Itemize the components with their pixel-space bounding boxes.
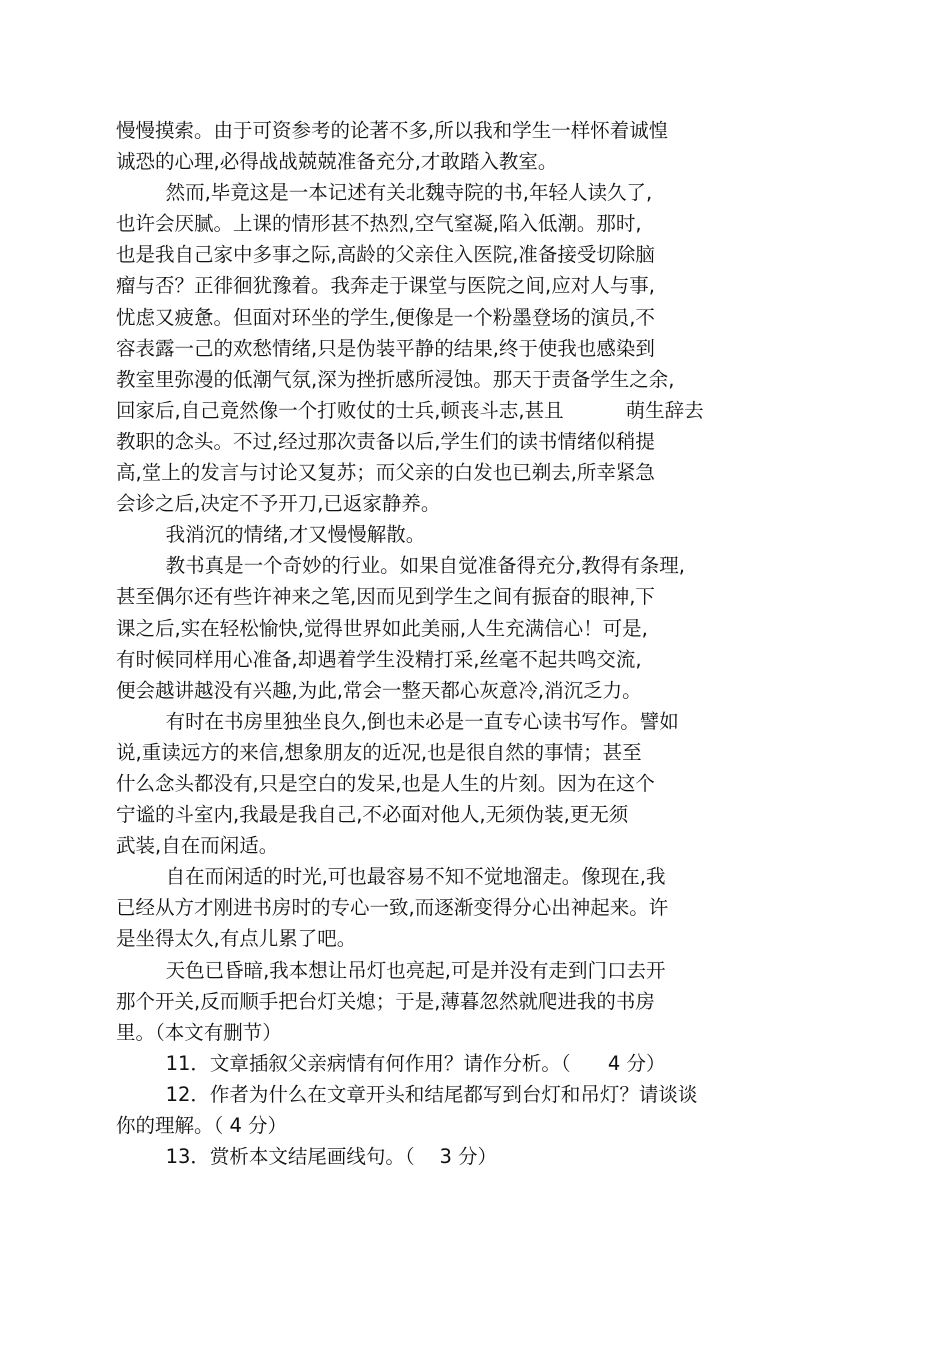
text-line: 有时候同样用心准备,却遇着学生没精打采,丝毫不起共鸣交流, <box>116 647 642 671</box>
question-11: 11．文章插叙父亲病情有何作用？请作分析。（ 4 分） <box>116 1051 666 1075</box>
text-line: 什么念头都没有,只是空白的发呆,也是人生的片刻。因为在这个 <box>116 771 655 795</box>
question-12-continued: 你的理解。（ 4 分） <box>116 1114 288 1137</box>
text-line: 里。（本文有删节） <box>116 1020 282 1044</box>
question-12: 12．作者为什么在文章开头和结尾都写到台灯和吊灯？请谈谈 <box>116 1082 698 1106</box>
text-line: 教书真是一个奇妙的行业。如果自觉准备得充分,教得有条理, <box>116 554 685 578</box>
text-line: 诚恐的心理,必得战战兢兢准备充分,才敢踏入教室。 <box>116 150 558 174</box>
text-line: 天色已昏暗,我本想让吊灯也亮起,可是并没有走到门口去开 <box>116 958 666 982</box>
text-line: 教室里弥漫的低潮气氛,深为挫折感所浸蚀。那天于责备学生之余, <box>116 367 675 391</box>
text-line: 容表露一己的欢愁情绪,只是伪装平静的结果,终于使我也感染到 <box>116 336 655 360</box>
text-line: 然而,毕竟这是一本记述有关北魏寺院的书,年轻人读久了, <box>116 181 653 205</box>
text-line: 是坐得太久,有点儿累了吧。 <box>116 927 357 951</box>
text-line: 慢慢摸索。由于可资参考的论著不多,所以我和学生一样怀着诚惶 <box>116 119 669 142</box>
text-line: 也许会厌腻。上课的情形甚不热烈,空气窒凝,陷入低潮。那时, <box>116 212 642 236</box>
text-line: 自在而闲适的时光,可也最容易不知不觉地溜走。像现在,我 <box>116 865 666 889</box>
text-line: 回家后,自己竟然像一个打败仗的士兵,顿丧斗志,甚且 萌生辞去 <box>116 398 704 422</box>
text-line: 教职的念头。不过,经过那次责备以后,学生们的读书情绪似稍提 <box>116 429 655 453</box>
question-13: 13．赏析本文结尾画线句。（ 3 分） <box>116 1145 498 1169</box>
text-line: 武装,自在而闲适。 <box>116 834 279 858</box>
text-line: 甚至偶尔还有些许神来之笔,因而见到学生之间有振奋的眼神,下 <box>116 585 655 609</box>
text-line: 课之后,实在轻松愉快,觉得世界如此美丽,人生充满信心！可是, <box>116 616 648 640</box>
text-line: 高,堂上的发言与讨论又复苏；而父亲的白发也已剃去,所幸紧急 <box>116 461 655 485</box>
text-line: 瘤与否？正徘徊犹豫着。我奔走于课堂与医院之间,应对人与事, <box>116 274 655 298</box>
text-line: 忧虑又疲惫。但面对环坐的学生,便像是一个粉墨登场的演员,不 <box>116 305 655 329</box>
text-line: 我消沉的情绪,才又慢慢解散。 <box>116 523 426 547</box>
text-line: 已经从方才刚进书房时的专心一致,而逐渐变得分心出神起来。许 <box>116 896 669 920</box>
text-line: 便会越讲越没有兴趣,为此,常会一整天都心灰意冷,消沉乏力。 <box>116 678 642 702</box>
text-line: 说,重读远方的来信,想象朋友的近况,也是很自然的事情；甚至 <box>116 740 642 764</box>
text-line: 宁谧的斗室内,我最是我自己,不必面对他人,无须伪装,更无须 <box>116 803 629 827</box>
text-line: 那个开关,反而顺手把台灯关熄；于是,薄暮忽然就爬进我的书房 <box>116 989 655 1013</box>
article-body <box>116 115 816 1172</box>
text-line: 也是我自己家中多事之际,高龄的父亲住入医院,准备接受切除脑 <box>116 243 655 267</box>
text-line: 有时在书房里独坐良久,倒也未必是一直专心读书写作。譬如 <box>116 709 679 733</box>
text-line: 会诊之后,决定不予开刀,已返家静养。 <box>116 492 441 516</box>
